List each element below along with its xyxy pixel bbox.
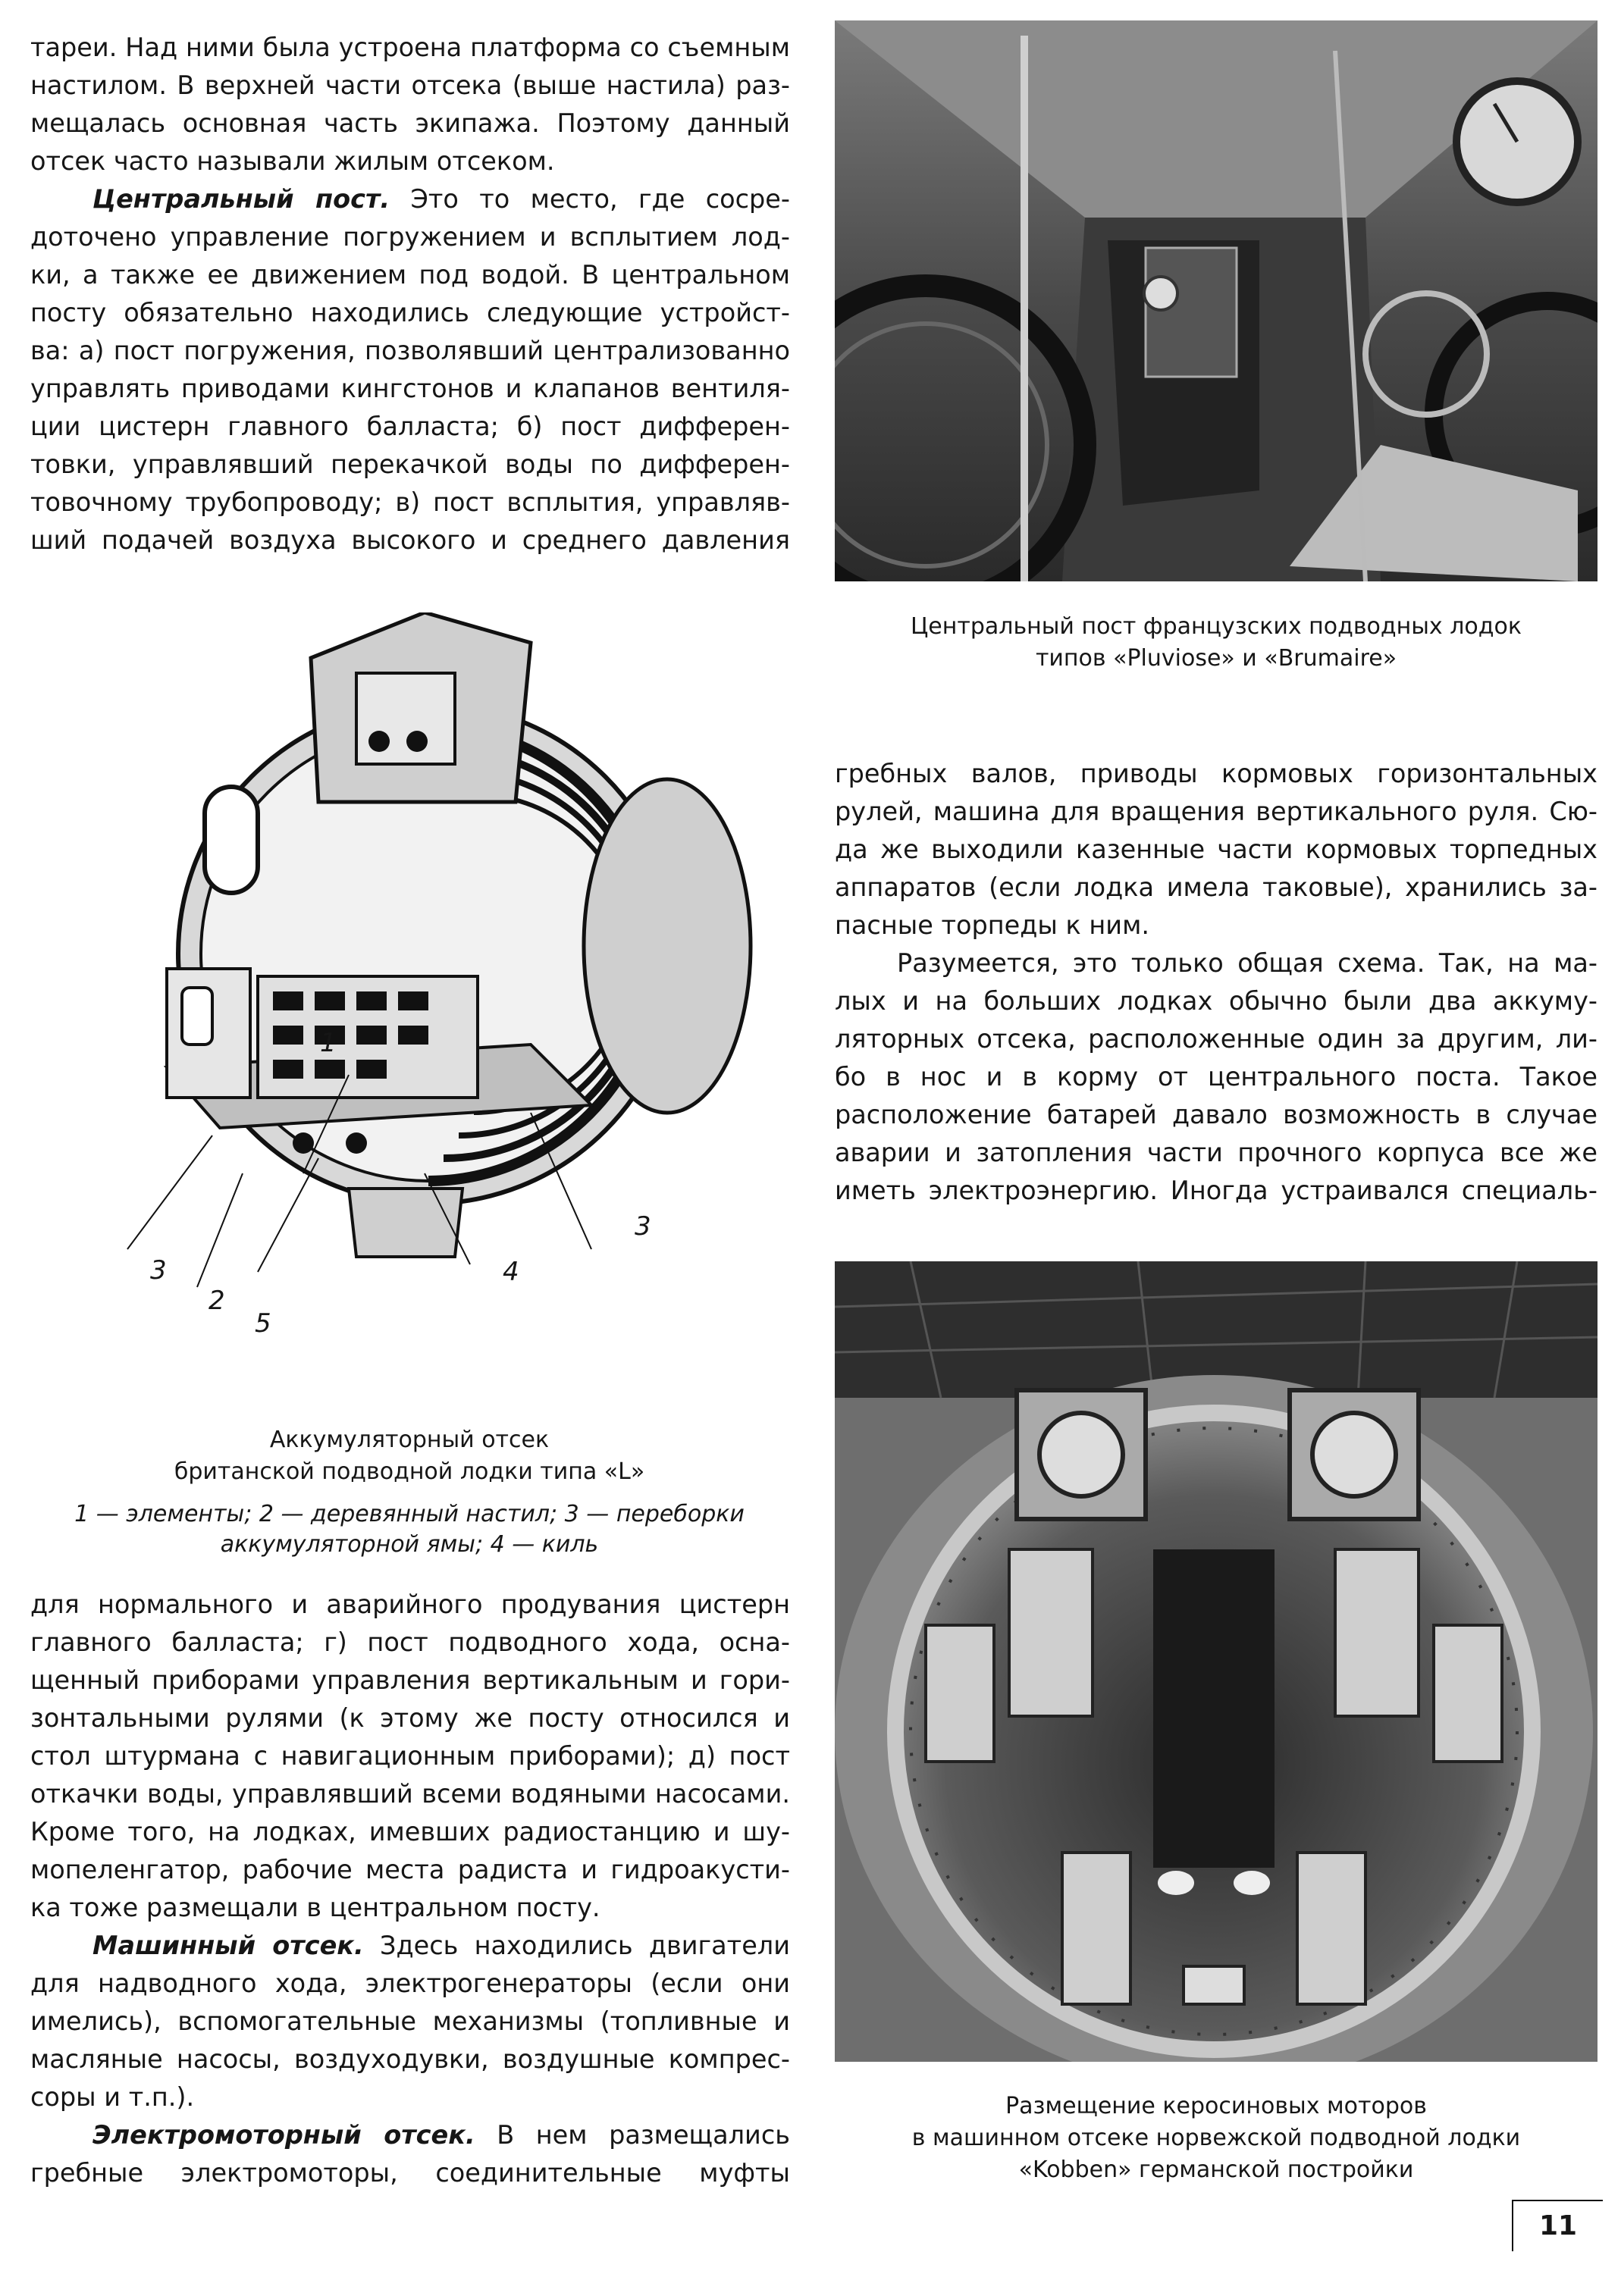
text-line: рулей, машина для вращения вертикального руля. Сю-: [835, 797, 1597, 826]
diagram-label-2: 2: [209, 1286, 225, 1316]
text-line: бо в нос и в корму от центрального поста. Такое: [835, 1062, 1597, 1092]
text-line: зонтальными рулями (к этому же посту относился и: [30, 1703, 790, 1733]
engine-room-heading: Машинный отсек.: [92, 1931, 364, 1960]
motor-room-heading: Электромоторный отсек.: [92, 2120, 475, 2150]
text-line: имелись), вспомогательные механизмы (топливные и: [30, 2006, 790, 2036]
text-line: настилом. В верхней части отсека (выше настила) раз-: [30, 70, 790, 100]
text-line: Кроме того, на лодках, имевших радиостанцию и шу-: [30, 1817, 790, 1847]
text-line: Машинный отсек. Здесь находились двигатели: [92, 1931, 790, 1960]
text-line: гребных валов, приводы кормовых горизонтальных: [835, 759, 1597, 788]
text-line: ший подачей воздуха высокого и среднего давления: [30, 525, 790, 555]
engine-room-photo: [835, 1261, 1597, 2062]
text-line: масляные насосы, воздуходувки, воздушные компрес-: [30, 2044, 790, 2074]
text-line: пасные торпеды к ним.: [835, 910, 1149, 940]
diagram-label-1: 1: [320, 1028, 337, 1058]
text-line: управлять приводами кингстонов и клапанов вентиля-: [30, 374, 790, 403]
text-line: товочному трубопроводу; в) пост всплытия, управляв-: [30, 487, 790, 517]
text-line: ляторных отсека, расположенные один за другим, ли-: [835, 1024, 1597, 1054]
diagram-label-3-left: 3: [150, 1255, 167, 1286]
diagram-label-3-right: 3: [635, 1211, 651, 1242]
text-line: главного балласта; г) пост подводного хода, осна-: [30, 1627, 790, 1657]
text-line: да же выходили казенные части кормовых торпедных: [835, 835, 1597, 864]
text-line: для надводного хода, электрогенераторы (если они: [30, 1969, 790, 1998]
text-line: расположение батарей давало возможность в случае: [835, 1100, 1597, 1129]
text-line: товки, управлявший перекачкой воды по дифферен-: [30, 449, 790, 479]
battery-compartment-caption: Аккумуляторный отсек британской подводной лодки типа «L»: [174, 1427, 645, 1485]
central-post-caption: Центральный пост французских подводных лодок типов «Pluviose» и «Brumaire»: [911, 613, 1522, 672]
bottom-left-text: [30, 1586, 790, 2192]
text-line: гребные электромоторы, соединительные муфты: [30, 2158, 790, 2188]
diagram-label-5: 5: [255, 1308, 271, 1339]
central-post-photo: [835, 20, 1597, 581]
text-line: мопеленгатор, рабочие места радиста и гидроакусти-: [30, 1855, 790, 1884]
text-line: щенный приборами управления вертикальным и гори-: [30, 1665, 790, 1695]
text-line: ка тоже размещали в центральном посту.: [30, 1893, 600, 1922]
text-line: Центральный пост. Это то место, где сосре-: [92, 184, 790, 214]
text-line: откачки воды, управлявший всеми водяными насосами.: [30, 1779, 790, 1809]
text-line: для нормального и аварийного продувания цистерн: [30, 1590, 790, 1619]
battery-compartment-diagram: [106, 612, 758, 1370]
text-line: ки, а также ее движением под водой. В центральном: [30, 260, 790, 290]
text-line: аварии и затопления части прочного корпуса все же: [835, 1138, 1597, 1167]
text-line: посту обязательно находились следующие устройст-: [30, 298, 790, 327]
central-post-heading: Центральный пост.: [92, 184, 390, 214]
text-line: соры и т.п.).: [30, 2082, 195, 2112]
page-number: 11: [1512, 2200, 1603, 2251]
text-line: ции цистерн главного балласта; б) пост дифферен-: [30, 412, 790, 441]
engine-room-caption: Размещение керосиновых моторов в машинном отсеке норвежской подводной лодки «Kobben» германской постройки: [911, 2093, 1521, 2183]
text-line: стол штурмана с навигационным приборами); д) пост: [30, 1741, 790, 1771]
text-line: аппаратов (если лодка имела таковые), хранились за-: [835, 872, 1597, 902]
text-line: иметь электроэнергию. Иногда устраивался специаль-: [835, 1176, 1597, 1205]
text-line: лых и на больших лодках обычно были два аккуму-: [835, 986, 1597, 1016]
text-line: тареи. Над ними была устроена платформа со съемным: [30, 33, 790, 62]
text-line: доточено управление погружением и всплытием лод-: [30, 222, 790, 252]
text-line: мещалась основная часть экипажа. Поэтому данный: [30, 108, 790, 138]
text-line: Разумеется, это только общая схема. Так, на ма-: [897, 948, 1597, 978]
text-line: отсек часто называли жилым отсеком.: [30, 146, 555, 176]
right-middle-text: [835, 755, 1597, 1210]
diagram-label-4: 4: [503, 1257, 519, 1287]
battery-compartment-legend: 1 — элементы; 2 — деревянный настил; 3 — переборки аккумуляторной ямы; 4 — киль: [74, 1501, 745, 1558]
top-left-text: [30, 29, 790, 559]
text-line: Электромоторный отсек. В нем размещались: [92, 2120, 790, 2150]
text-line: ва: а) пост погружения, позволявший централизованно: [30, 336, 790, 365]
